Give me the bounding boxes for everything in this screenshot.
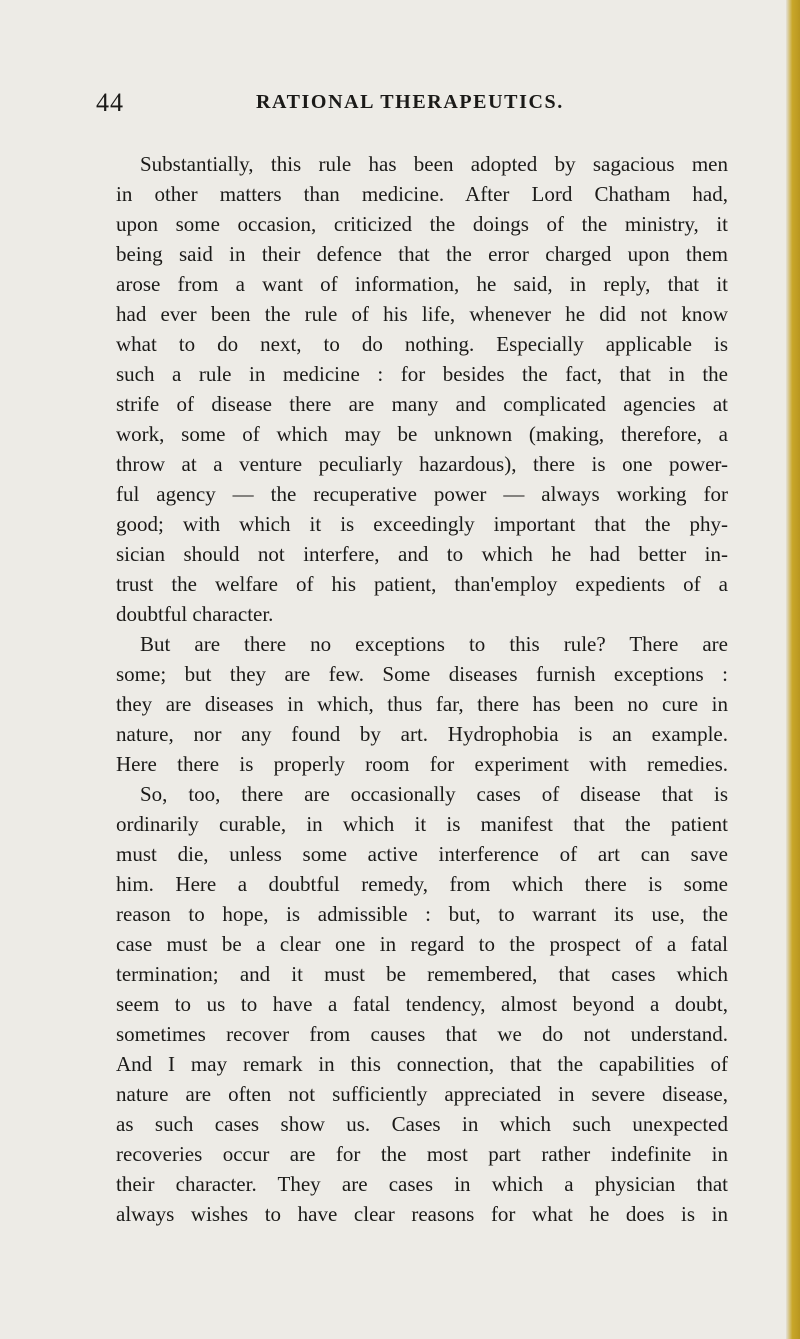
text-line: had ever been the rule of his life, whenever he did not know [116, 302, 728, 326]
text-line: what to do next, to do nothing. Especially applicable is [116, 332, 728, 356]
text-line: strife of disease there are many and complicated agencies at [116, 392, 728, 416]
text-line: him. Here a doubtful remedy, from which there is some [116, 872, 728, 896]
text-line: recoveries occur are for the most part rather indefinite in [116, 1142, 728, 1166]
text-line: reason to hope, is admissible : but, to warrant its use, the [116, 902, 728, 926]
text-line: ordinarily curable, in which it is manifest that the patient [116, 812, 728, 836]
running-head: RATIONAL THERAPEUTICS. [256, 91, 564, 113]
text-line: doubtful character. [116, 602, 274, 626]
text-line: some; but they are few. Some diseases furnish exceptions : [116, 662, 728, 686]
text-line: nature, nor any found by art. Hydrophobia is an example. [116, 722, 728, 746]
text-line: arose from a want of information, he said, in reply, that it [116, 272, 728, 296]
text-line: Substantially, this rule has been adopted by sagacious men [140, 152, 728, 176]
text-line: sometimes recover from causes that we do not understand. [116, 1022, 728, 1046]
text-line: such a rule in medicine : for besides the fact, that in the [116, 362, 728, 386]
text-line: throw at a venture peculiarly hazardous), there is one power- [116, 452, 728, 476]
text-line: So, too, there are occasionally cases of disease that is [140, 782, 728, 806]
text-line: always wishes to have clear reasons for what he does is in [116, 1202, 728, 1226]
text-line: being said in their defence that the error charged upon them [116, 242, 728, 266]
text-line: But are there no exceptions to this rule? There are [140, 632, 728, 656]
text-line: seem to us to have a fatal tendency, almost beyond a doubt, [116, 992, 728, 1016]
page-header [96, 88, 736, 124]
text-line: must die, unless some active interference of art can save [116, 842, 728, 866]
text-line: And I may remark in this connection, that the capabilities of [116, 1052, 728, 1076]
text-line: trust the welfare of his patient, than'employ expedients of a [116, 572, 728, 596]
text-line: Here there is properly room for experiment with remedies. [116, 752, 728, 776]
text-line: case must be a clear one in regard to the prospect of a fatal [116, 932, 728, 956]
text-line: ful agency — the recuperative power — always working for [116, 482, 728, 506]
page-edge-gilt [786, 0, 800, 1339]
text-line: nature are often not sufficiently appreciated in severe disease, [116, 1082, 728, 1106]
text-line: they are diseases in which, thus far, there has been no cure in [116, 692, 728, 716]
text-line: work, some of which may be unknown (making, therefore, a [116, 422, 728, 446]
text-line: upon some occasion, criticized the doings of the ministry, it [116, 212, 728, 236]
text-line: termination; and it must be remembered, that cases which [116, 962, 728, 986]
text-line: good; with which it is exceedingly important that the phy- [116, 512, 728, 536]
page-number: 44 [96, 88, 124, 117]
text-line: their character. They are cases in which a physician that [116, 1172, 728, 1196]
text-line: as such cases show us. Cases in which such unexpected [116, 1112, 728, 1136]
text-line: sician should not interfere, and to which he had better in- [116, 542, 728, 566]
text-line: in other matters than medicine. After Lord Chatham had, [116, 182, 728, 206]
